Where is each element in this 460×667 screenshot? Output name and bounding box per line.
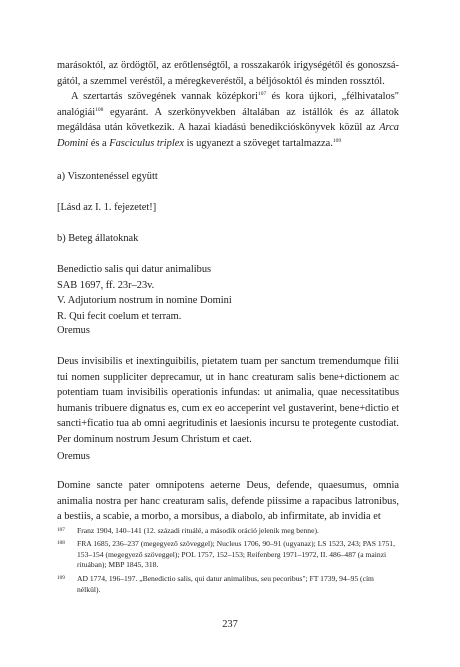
oremus-heading: Oremus (57, 325, 90, 336)
oremus-heading: Oremus (57, 451, 90, 462)
footnote-ref: 107 (258, 91, 267, 97)
footnote-text: AD 1774, 196–197. „Benedictio salis, qui datur animalibus, seu pecoribus"; FT 1739, 94–95 (cím nélkül). (77, 574, 374, 594)
footnote-number: 107 (57, 527, 65, 533)
paragraph-analogies (57, 89, 399, 151)
versicle-response: V. Adjutorium nostrum in nomine Domini R. Qui fecit coelum et terram. (57, 295, 232, 322)
page-number: 237 (222, 619, 238, 630)
prayer-deus: Deus invisibilis et inextinguibilis, pietatem tuam per sanctum tremendumque filii tui nomen suppliciter deprecamur, ut in hanc creaturam salis bene+dictionem ac potentiam tuam invisibilis operationis infundas: ut animalia, quae necessitatibus humanis tribuere dignatus es, cum ex eo acceperint vel gustaverint, bene+dictio et sancti+ficatio tua ab omni aegritudinis et laesionis incursu te protegente custodiat. Per dominum nostrum Jesum Christum et caet. (57, 356, 399, 445)
footnote-ref: 108 (95, 106, 104, 113)
section-heading-b: b) Beteg állatoknak (57, 233, 139, 244)
benediction-title: Benedictio salis qui datur animalibus SAB 1697, ff. 23r–23v. (57, 264, 212, 291)
footnote-text: FRA 1685, 236–237 (megegyező szöveggel); Nucleus 1706, 90–91 (ugyanaz); LS 1523, 243; PAS 1751, 153–154 (megegyező szöveggel); POL 1757, 152–153; Reifenberg 1971–1972, II. 486–487 (a mainzi rituában); MBP 1845, 318. (77, 539, 395, 570)
cross-reference: [Lásd az I. 1. fejezetet!] (57, 202, 157, 213)
paragraph-continuation (57, 58, 399, 89)
footnote (57, 574, 399, 595)
footnote-number: 109 (57, 575, 65, 581)
text-line: gától, a szemmel veréstől, a méregkeveréstől, a béljósoktól és minden rossztól. (57, 75, 385, 87)
footnote-number: 108 (57, 540, 65, 546)
body-paragraph: A szertartás szövegének vannak középkori$^{107}$ és kora újkori, „félhivatalos" analógiái$^{108}$ egyaránt. A szerkönyvekben általában az istállók és az állatok megáldása után következik. A hazai kiadású benedikcióskönyvek közül az Arca Domini és a Fasciculus triplex is ugyanezt a szöveget tartalmazza.$^{109}$ (57, 91, 399, 149)
section-heading-a: a) Viszontenéssel együtt (57, 171, 158, 182)
footnote (57, 526, 399, 537)
footnote (57, 539, 399, 571)
footnote-ref: 109 (332, 137, 342, 144)
footnote-text: Franz 1904, 140–141 (12. századi rituálé, a második oráció jelenik meg benne). (77, 526, 319, 535)
prayer-domine: Domine sancte pater omnipotens aeterne Deus, defende, quaesumus, omnia animalia nostra per hanc creaturam salis, defende piissime a rapacibus latronibus, a bestiis, a scabie, a morbo, a morsibus, a diabolo, ab infirmitate, ab invidia et (57, 480, 399, 522)
text-line: marásoktól, az ördögtől, az erőtlenségtől, a rosszakarók irigységétől és gonoszsá- (57, 60, 399, 71)
